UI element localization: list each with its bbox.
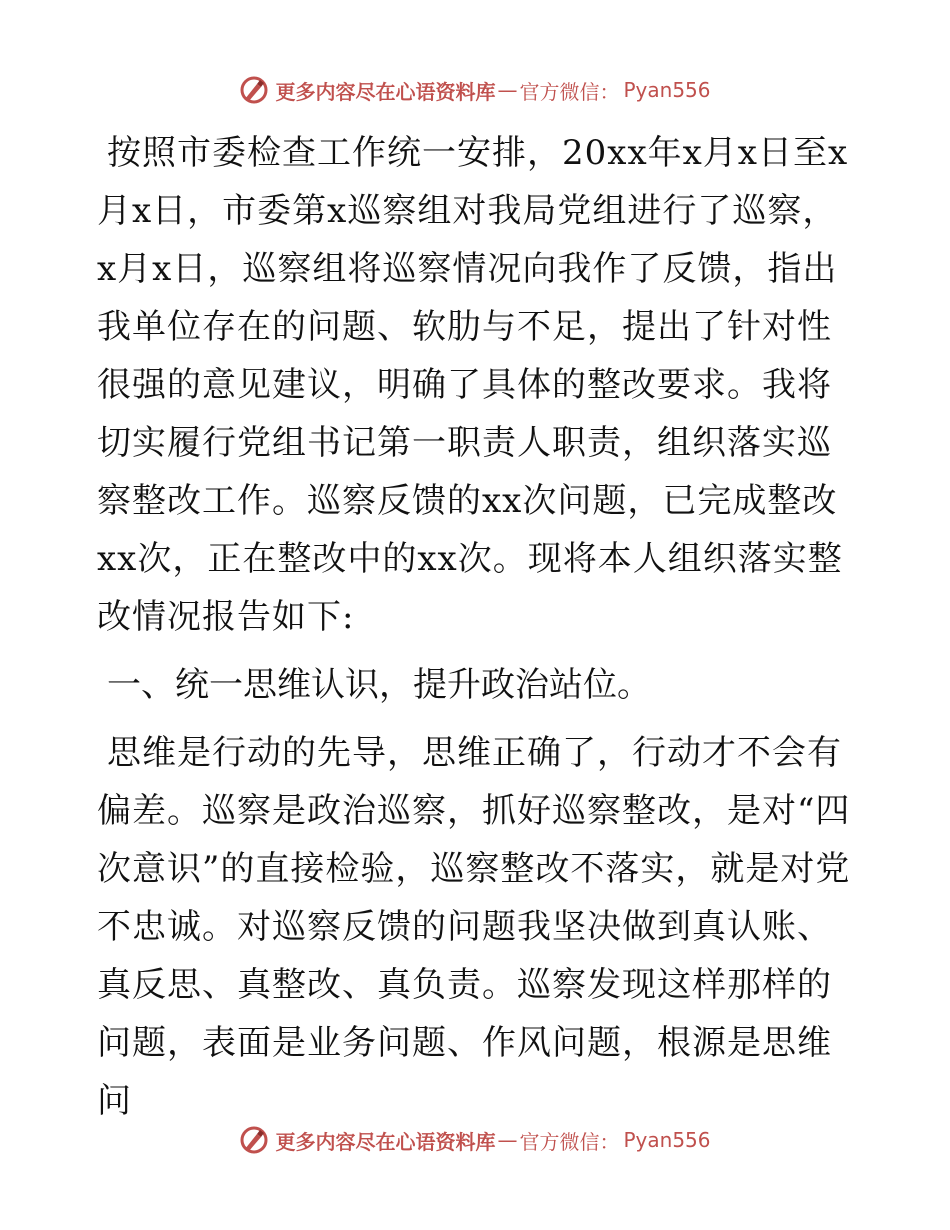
paragraph-intro: 按照市委检查工作统一安排，20xx年x月x日至x月x日，市委第x巡察组对我局党组进行了巡察，x月x日，巡察组将巡察情况向我作了反馈，指出我单位存在的问题、软肋与不足，提出了针对性很强的意见建议，明确了具体的整改要求。我将切实履行党组书记第一职责人职责，组织落实巡察整改工作。巡察反馈的xx次问题，已完成整改xx次，正在整改中的xx次。现将本人组织落实整改情况报告如下:	[97, 133, 849, 637]
banner-wechat-label: 官方微信：	[519, 79, 620, 104]
footer-watermark-banner	[0, 1120, 950, 1160]
section-heading-1: 一、统一思维认识，提升政治站位。	[107, 665, 651, 705]
banner-brand-text: 更多内容尽在心语资料库	[275, 79, 496, 104]
banner-brand-text: 更多内容尽在心语资料库	[275, 1129, 496, 1154]
header-watermark-banner	[0, 70, 950, 110]
banner-separator: —	[497, 1128, 518, 1152]
pen-logo-icon	[239, 1125, 269, 1155]
paragraph-section-1: 思维是行动的先导，思维正确了，行动才不会有偏差。巡察是政治巡察，抓好巡察整改，是对“四次意识”的直接检验，巡察整改不落实，就是对党不忠诚。对巡察反馈的问题我坚决做到真认账、真反思、真整改、真负责。巡察发现这样那样的问题，表面是业务问题、作风问题，根源是思维问	[97, 733, 851, 1121]
banner-wechat-label: 官方微信：	[519, 1129, 620, 1154]
banner-wechat-id: Pyan556	[623, 1128, 711, 1152]
banner-separator: —	[497, 78, 518, 102]
document-body	[97, 124, 857, 1130]
banner-wechat-id: Pyan556	[623, 78, 711, 102]
pen-logo-icon	[239, 75, 269, 105]
